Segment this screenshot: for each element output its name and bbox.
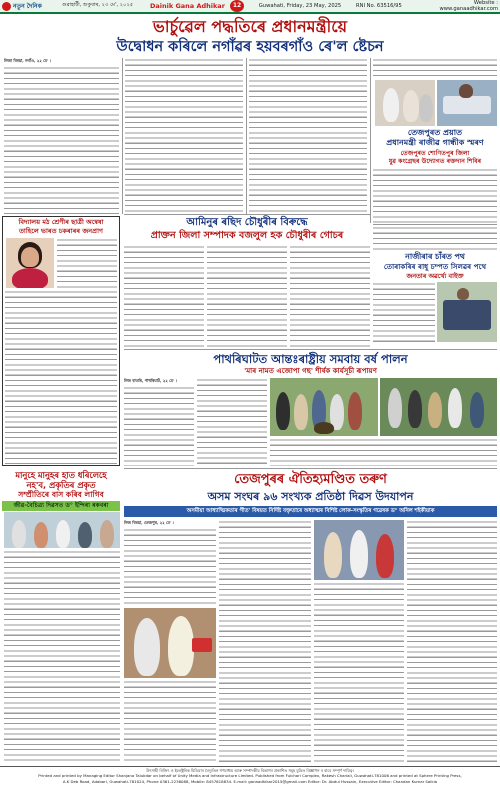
section-rule <box>124 468 497 469</box>
story1-col1 <box>4 66 119 214</box>
story5-sub: জনতাৰ অৱৰ্থ্যে বাইক্ত <box>406 272 464 280</box>
page-number: 12 <box>230 0 244 12</box>
story1-col4 <box>373 58 497 78</box>
col-divider <box>370 58 371 223</box>
story1-col3 <box>249 58 367 214</box>
story2-kicker: তেজপুৰত প্ৰয়াত <box>407 128 463 137</box>
story4-headline1: আমিনুৰ ৰছিদ চৌধুৰীৰ বিৰুদ্ধে <box>186 217 308 228</box>
paper-logo <box>0 0 62 13</box>
story4-headline2: প্ৰাক্তন জিলা সম্পাদক বজলুল হক চৌধুৰীৰ গোচৰ <box>150 230 344 241</box>
story2-body-cont <box>373 226 497 250</box>
col-divider <box>122 58 123 214</box>
section-rule <box>373 224 497 225</box>
story5-headline2: তোৰাকৰিৰ ৰাধু চম্পত সিলৱৰ পথে <box>383 262 487 271</box>
story3-body <box>5 290 117 464</box>
story1-dateline: নিজা বিষয়া, নগাঁও, ২২ মে' । <box>4 58 51 63</box>
story8-headline1: তেজপুৰৰ ঐতিহ্যমণ্ডিত তৰুণ <box>234 472 387 487</box>
story8-col2 <box>219 520 311 762</box>
paper-logo-text: নতুন দৈনিক <box>13 2 42 10</box>
footer-line1: উৎসাহী ৰিজিৎ ও ইলেক্ট্ৰনিক মিডিয়াৰ বৈদ্যুতিন গণমাধ্যম আৰু সম্পাদকীয় বিভাগৰ প্ৰকাশিত সমূহ মুদ্ৰিত বিজ্ঞাপন ৰ বাবে সম্পূৰ্ণ দায়িত্ব। <box>146 768 354 773</box>
story6-col2 <box>197 378 267 466</box>
website-link[interactable]: Website : www.ganaadhikar.com <box>439 0 498 12</box>
story3-body-top <box>57 238 117 288</box>
photo-blood-donation <box>437 80 497 126</box>
story8-col1 <box>124 528 216 606</box>
story6-headline: পাথৰিঘাটত আন্তঃৰাষ্ট্ৰীয় সমবায় বৰ্ষ পালন <box>213 352 408 366</box>
story8-sub: অসমীয়া আধ্যাত্মিকতাৰ গীত' বিষয়ত নিৰ্দিষ্ট বক্তৃতাৰে অধ্যাত্মৰ বিশিষ্ট লোক-সংস্কৃতিৰ গৱেষক ড° অনিল শইকীয়াক <box>186 508 435 514</box>
story4-col1 <box>124 245 204 347</box>
story3-headline2: তাহিলে ভাৰত চকৰাৰৰ জনপ্ৰাণ <box>18 227 104 235</box>
story6-col1 <box>124 386 194 466</box>
story5-body <box>373 282 435 344</box>
story1-headline1: ভাৰ্চুৱেল পদ্ধতিৰে প্ৰধানমন্ত্ৰীয়ে <box>152 17 348 36</box>
photo-sangha-stage <box>314 520 404 580</box>
story8-col4 <box>407 520 497 762</box>
story7-sub: জীৱ-বৈচিত্ৰ্য দিৱসত ড° ইন্দিৰা ৰকবৰা <box>13 502 109 509</box>
story8-headline2: অসম সংঘৰ ৯৬ সংখ্যক প্ৰতিষ্ঠা দিৱস উদযাপন <box>207 490 414 503</box>
story8-col1-cont <box>124 680 216 762</box>
photo-felicitation <box>124 608 216 678</box>
logo-mark-icon <box>2 2 11 11</box>
footer-line2: Printed and printed by Managing Editor Shanjana Talukdar on behalf of Unity Media and Infrastructure Limited. Published from Fulchari Complex, Rakesh Chariali, Guwahati-781006 and printed at Sphere Printing Press, <box>38 773 462 779</box>
col-divider <box>246 58 247 214</box>
story6-dateline: নিজ বাতৰি, পাথৰিঘাট, ২২ মে' । <box>124 378 177 383</box>
paper-name: Dainik Gana Adhikar <box>150 2 225 10</box>
story2-headline: প্ৰধানমন্ত্ৰী ৰাজীৱ গান্ধীক স্মৰণ <box>386 138 484 147</box>
story8-col3 <box>314 582 404 762</box>
footer-line3: A.K Deb Road, Adabari, Guwahati-781024, Phone 0361-2236088, Mobile: 8457618834. E-mail: ganaadhikar2015@gmail.com Editor: Dr. Abdul Hussain, Executive Editor: Chandan Kumar Saikia <box>62 778 438 784</box>
story4-col2 <box>207 245 287 347</box>
story2-sub: তেজপুৰত শোণিতপুৰ জিলা <box>400 150 470 157</box>
local-date: গুৱাহাটী, শুকুবাৰ, ২৩ মে', ২০২৫ <box>62 2 134 8</box>
photo-biodiversity-day <box>4 512 120 548</box>
photo-tree-planting <box>270 378 378 436</box>
photo-road-bike-rally <box>437 282 497 342</box>
story7-body <box>4 550 120 762</box>
masthead-bar <box>0 0 500 14</box>
photo-cooperative-event <box>380 378 497 436</box>
story8-dateline: নিজ বিষয়া, তেজপুৰ, ২২ মে' । <box>124 520 174 525</box>
story1-headline2: উদ্বোধন কৰিলে নগাঁৱৰ হয়বৰগাঁও ৰে'ল ষ্টেচন <box>116 39 384 55</box>
story1-col2 <box>125 58 243 214</box>
story2-sub2: যুৱ কংগ্ৰেছৰ উদ্যোগত ৰক্তদান শিবিৰ <box>388 158 482 165</box>
story6-body-bottom <box>270 438 497 466</box>
story7-headline3: সম্প্ৰীতিৰে বাস কৰিব লাগিব <box>18 490 104 499</box>
section-rule <box>124 214 370 215</box>
rni-number: RNI No. 63516/95 <box>356 3 402 9</box>
photo-student-portrait <box>6 238 54 288</box>
story6-sub: 'মাৰ নামত এজোপা গছ' শীৰ্ষক কাৰ্যসূচী ৰূপায়ণ <box>244 367 377 375</box>
photo-rajiv-gandhi-tribute <box>375 80 435 126</box>
story2-body <box>373 168 497 223</box>
story5-headline1: নাজীৰাৰ চাঁৰত পথ <box>405 252 465 261</box>
city-date: Guwahati, Friday, 23 May, 2025 <box>258 3 342 9</box>
section-rule <box>124 349 497 350</box>
story7-headline2: নহ'ব, প্ৰকৃতিৰ প্ৰকৃত <box>26 480 96 490</box>
imprint-footer <box>0 766 500 794</box>
story3-headline1: বিদ্যালয় মঠ শ্ৰেণীৰ ছাত্ৰী অন্বেষা <box>18 218 104 226</box>
story7-headline1: মানুহে মানুহৰ হাত ধৰিলেহে <box>15 470 107 480</box>
story4-col3 <box>290 245 370 347</box>
